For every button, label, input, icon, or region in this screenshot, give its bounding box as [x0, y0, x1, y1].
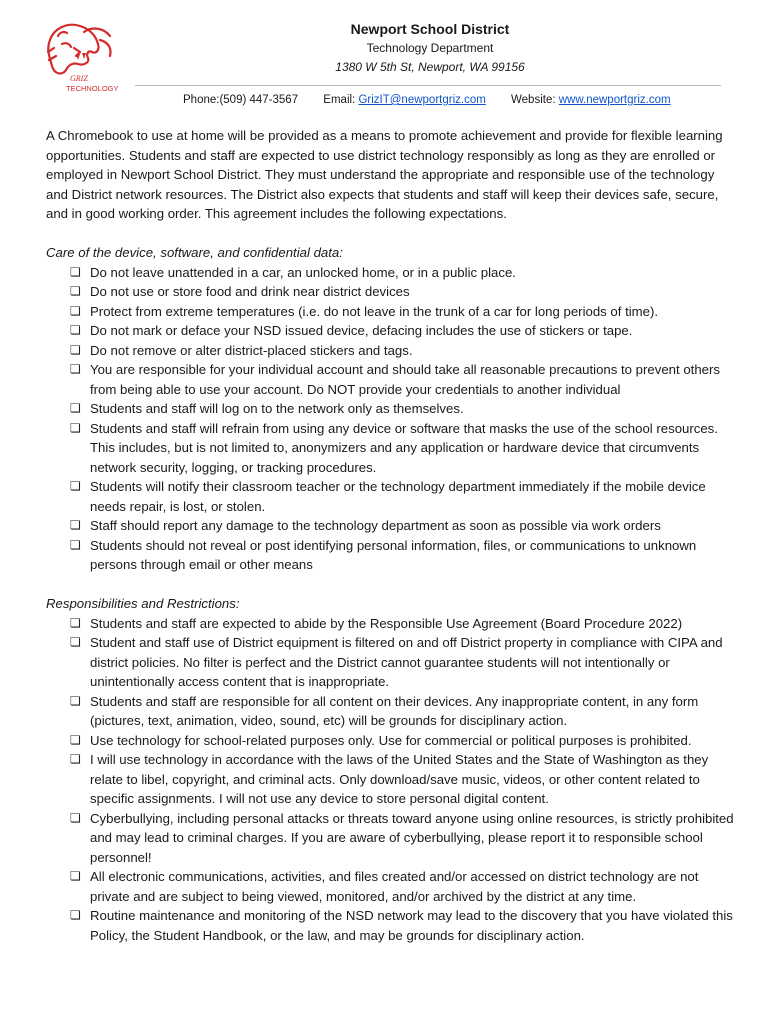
checkbox-bullet-icon: ❏	[70, 810, 81, 825]
list-item	[70, 263, 736, 283]
email-label: Email:	[323, 94, 359, 106]
checkbox-bullet-icon: ❏	[70, 479, 81, 493]
list-item-text: Do not leave unattended in a car, an unlocked home, or in a public place.	[90, 264, 516, 280]
list-item	[70, 633, 736, 692]
list-item-text: You are responsible for your individual account and should take all reasonable precautions to prevent others from being able to use your account. Do NOT provide your credentials to another individual	[90, 362, 720, 397]
email-contact	[323, 94, 486, 106]
grizzly-bear-logo	[40, 18, 122, 100]
list-item-text: Do not mark or deface your NSD issued device, defacing includes the use of stickers or tape.	[90, 323, 633, 338]
checkbox-bullet-icon: ❏	[70, 284, 81, 298]
intro-paragraph: A Chromebook to use at home will be provided as a means to promote achievement and provide for flexible learning opportunities. Students and staff are expected to use district technology responsibly as long as they are enrolled or employed in Newport School District. They must understand the appropriate and responsible use of the technology and District network resources. The District also expects that students and staff will keep their devices safe, secure, and in good working order. This agreement includes the following expectations.	[46, 128, 723, 221]
checkbox-bullet-icon: ❏	[70, 401, 81, 415]
list-item-text: Protect from extreme temperatures (i.e. do not leave in the trunk of a car for long periods of time).	[90, 303, 659, 319]
list-item-text: Students and staff are expected to abide by the Responsible Use Agreement (Board Procedure 2022)	[90, 615, 683, 631]
checklist	[46, 263, 736, 575]
list-item	[70, 302, 736, 322]
list-item	[70, 516, 736, 536]
district-name: Newport School District	[350, 21, 510, 37]
sections-container	[46, 243, 736, 945]
website-contact	[511, 94, 671, 106]
checkbox-bullet-icon: ❏	[70, 264, 81, 279]
header-divider	[135, 85, 721, 86]
list-item-text: Students will notify their classroom teacher or the technology department immediately if the mobile device needs repair, is lost, or stolen.	[90, 479, 706, 514]
department-name: Technology Department	[366, 41, 494, 55]
list-item-text: I will use technology in accordance with the laws of the United States and the State of Washington as they relate to libel, copyright, and criminal acts. Only download/save music, videos, or other content related to specific assignments. I will not use any device to store personal digital content.	[90, 752, 709, 806]
checkbox-bullet-icon: ❏	[70, 732, 81, 747]
list-item	[70, 692, 736, 731]
list-item-text: Students and staff are responsible for all content on their devices. Any inappropriate content, in any form (pictures, text, animation, video, sound, etc) will be grounds for disciplinary action.	[90, 693, 699, 728]
contact-line	[183, 92, 671, 108]
list-item-text: Use technology for school-related purposes only. Use for commercial or political purposes is prohibited.	[90, 732, 692, 748]
website-label: Website:	[511, 94, 559, 106]
list-item-text: Cyberbullying, including personal attacks or threats toward anyone using online resources, is strictly prohibited and may lead to criminal charges. If you are aware of cyberbullying, please report it to responsible school personnel!	[90, 810, 734, 865]
list-item	[70, 731, 736, 751]
section-title: Responsibilities and Restrictions:	[46, 596, 240, 611]
checkbox-bullet-icon: ❏	[70, 518, 81, 532]
checkbox-bullet-icon: ❏	[70, 752, 81, 766]
list-item-text: Students should not reveal or post identifying personal information, files, or communications to unknown persons through email or other means	[90, 537, 697, 572]
section-title: Care of the device, software, and confidential data:	[46, 245, 343, 260]
list-item-text: Students and staff will log on to the network only as themselves.	[90, 401, 464, 416]
checkbox-bullet-icon: ❏	[70, 362, 81, 376]
list-item	[70, 341, 736, 361]
document-body	[46, 126, 736, 945]
section-1	[46, 594, 736, 945]
logo-text-technology: TECHNOLOGY	[66, 84, 119, 93]
logo-text-griz: GRIZ	[70, 74, 88, 83]
phone-number: Phone:(509) 447-3567	[183, 94, 299, 106]
list-item	[70, 614, 736, 634]
list-item-text: All electronic communications, activities, and files created and/or accessed on district technology are not private and are subject to being viewed, monitored, and/or archived by the district at any time.	[90, 869, 699, 904]
list-item-text: Staff should report any damage to the technology department as soon as possible via work orders	[90, 518, 661, 533]
checkbox-bullet-icon: ❏	[70, 869, 81, 883]
list-item	[70, 536, 736, 575]
section-0	[46, 243, 736, 575]
list-item	[70, 750, 736, 809]
list-item	[70, 419, 736, 478]
checkbox-bullet-icon: ❏	[70, 693, 81, 708]
list-item	[70, 867, 736, 906]
checkbox-bullet-icon: ❏	[70, 615, 81, 630]
checkbox-bullet-icon: ❏	[70, 342, 81, 357]
letterhead	[130, 20, 730, 76]
website-link[interactable]: www.newportgriz.com	[558, 94, 671, 106]
list-item	[70, 282, 736, 302]
district-address: 1380 W 5th St, Newport, WA 99156	[335, 60, 525, 74]
email-link[interactable]: GrizIT@newportgriz.com	[358, 94, 486, 106]
checkbox-bullet-icon: ❏	[70, 303, 81, 318]
list-item-text: Routine maintenance and monitoring of the NSD network may lead to the discovery that you have violated this Policy, the Student Handbook, or the law, and may be grounds for disciplinary action.	[90, 908, 733, 943]
checkbox-bullet-icon: ❏	[70, 908, 81, 922]
checkbox-bullet-icon: ❏	[70, 420, 81, 435]
list-item	[70, 321, 736, 341]
list-item	[70, 360, 736, 399]
list-item	[70, 906, 736, 945]
list-item	[70, 399, 736, 419]
checkbox-bullet-icon: ❏	[70, 635, 81, 649]
list-item-text: Do not remove or alter district-placed stickers and tags.	[90, 342, 413, 358]
list-item-text: Do not use or store food and drink near district devices	[90, 284, 410, 299]
list-item-text: Students and staff will refrain from using any device or software that masks the use of the school resources. This includes, but is not limited to, anonymizers and any application or hardware device that circumvents network security, logging, or tracking procedures.	[90, 420, 718, 475]
list-item-text: Student and staff use of District equipment is filtered on and off District property in compliance with CIPA and district policies. No filter is perfect and the District cannot guarantee students will not intentionally or unintentionally access content that is inappropriate.	[90, 635, 723, 689]
list-item	[70, 809, 736, 868]
checkbox-bullet-icon: ❏	[70, 323, 81, 337]
list-item	[70, 477, 736, 516]
checkbox-bullet-icon: ❏	[70, 537, 81, 552]
checklist	[46, 614, 736, 946]
